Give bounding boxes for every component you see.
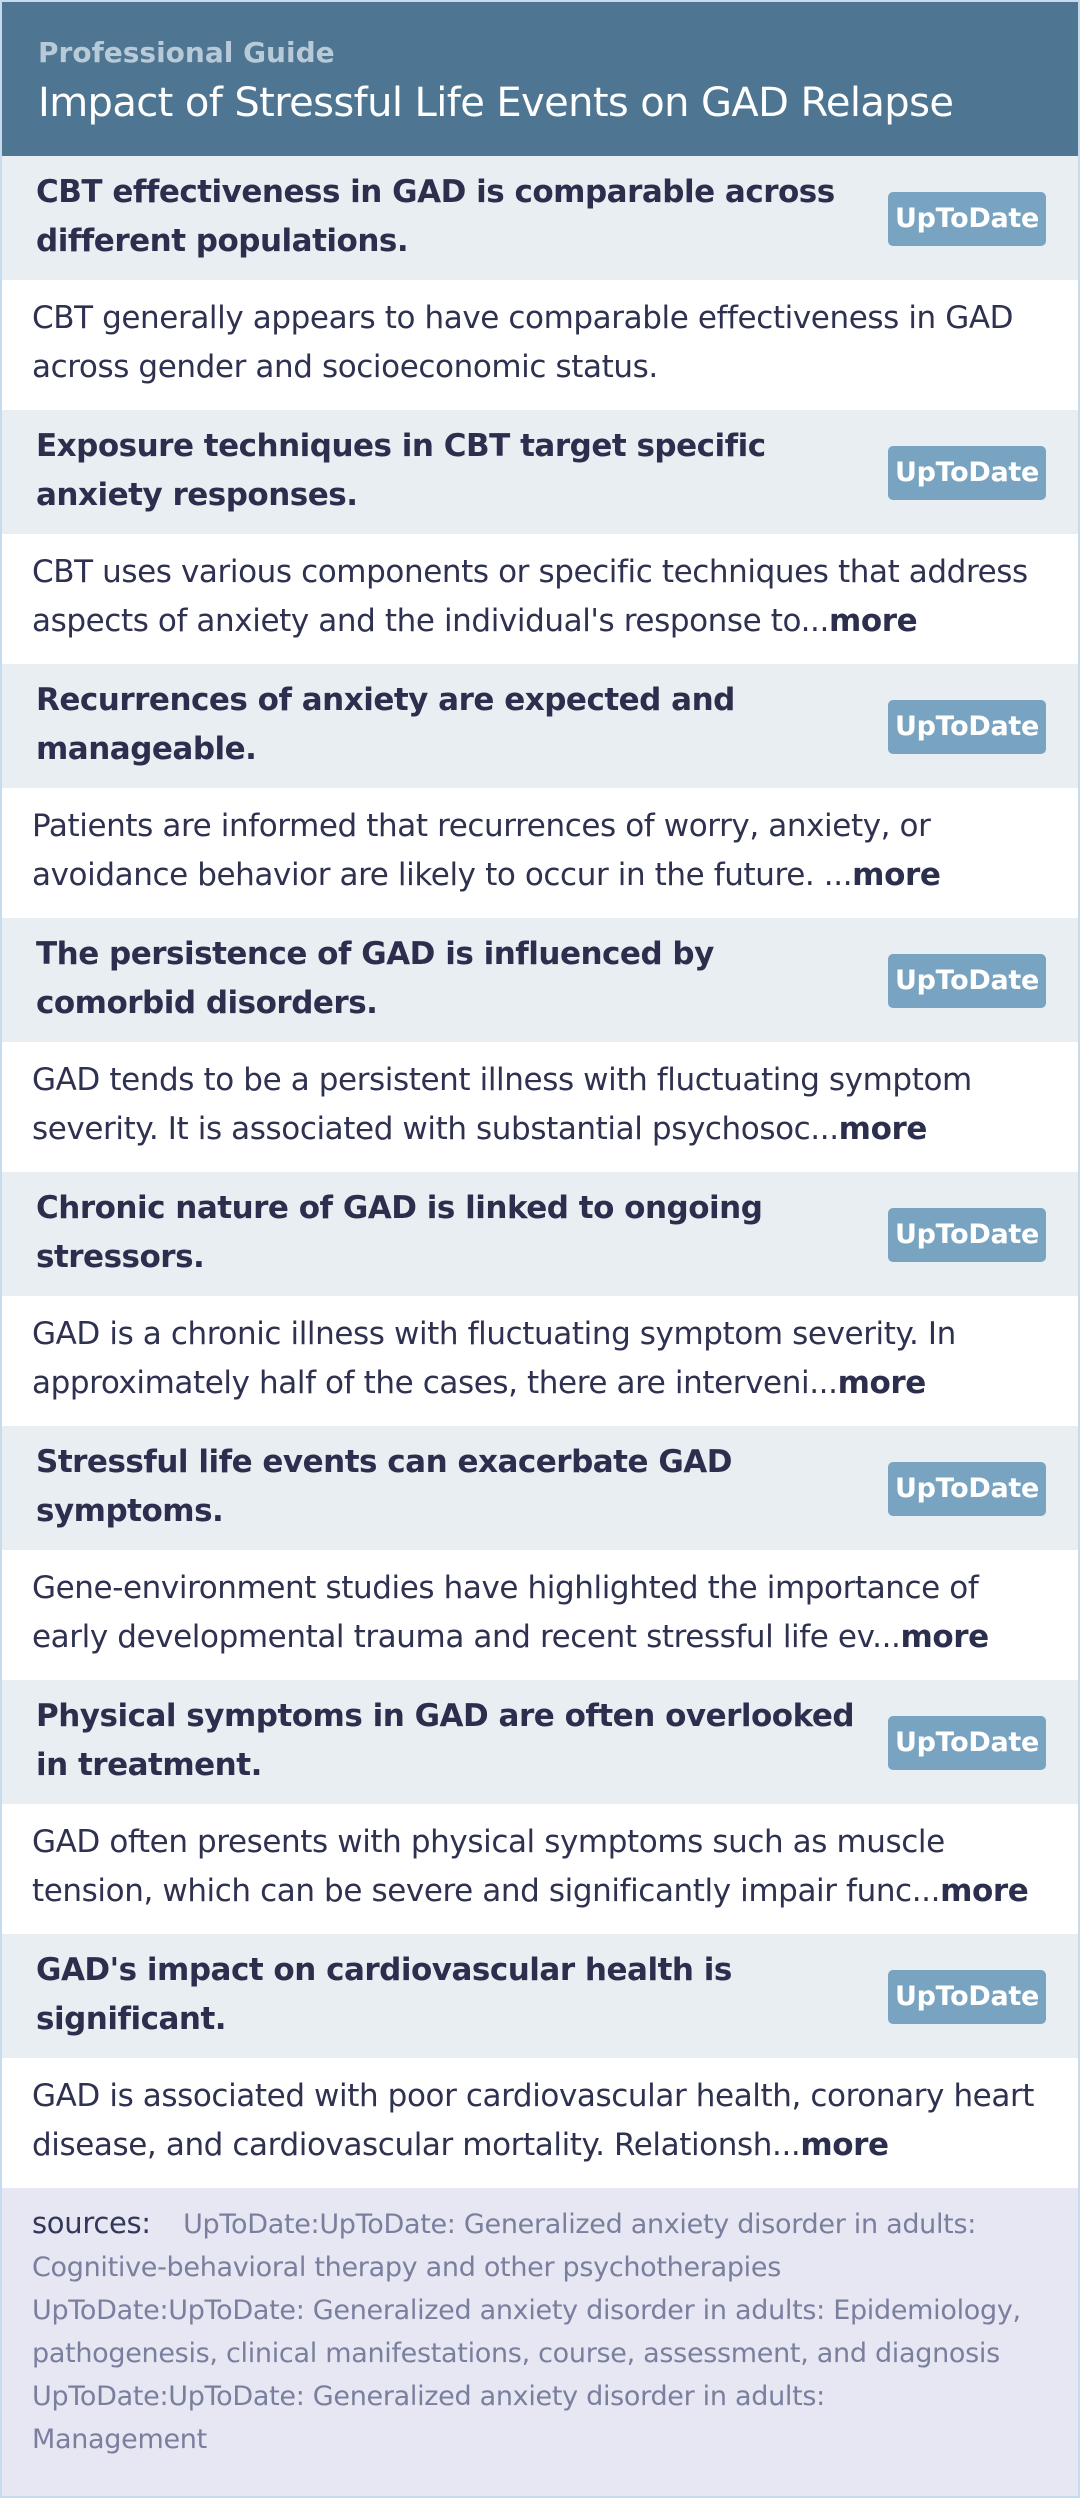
finding-summary <box>32 2072 1062 2170</box>
finding-title: GAD's impact on cardiovascular health is significant. <box>36 1952 732 2037</box>
finding-summary-text: GAD tends to be a persistent illness with fluctuating symptom severity. It is associated with substantial psychosoc... <box>32 1062 972 1147</box>
finding-summary <box>32 1310 1062 1408</box>
finding-summary <box>32 294 1062 392</box>
finding-title: Recurrences of anxiety are expected and manageable. <box>36 682 735 767</box>
finding-body <box>2 2058 1078 2188</box>
more-link[interactable]: more <box>837 1365 926 1401</box>
guide-kicker: Professional Guide <box>38 36 335 69</box>
finding-header <box>2 1934 1078 2058</box>
finding-header <box>2 1172 1078 1296</box>
more-link[interactable]: more <box>900 1619 989 1655</box>
finding-title: The persistence of GAD is influenced by comorbid disorders. <box>36 936 714 1021</box>
source-badge[interactable]: UpToDate <box>888 1462 1046 1516</box>
finding-title: Stressful life events can exacerbate GAD symptoms. <box>36 1444 732 1529</box>
sources-section <box>2 2188 1078 2496</box>
finding-title: Physical symptoms in GAD are often overlooked in treatment. <box>36 1698 855 1783</box>
source-citation[interactable]: UpToDate:UpToDate: Generalized anxiety disorder in adults: Management <box>32 2381 825 2455</box>
finding-summary <box>32 1818 1062 1916</box>
finding-header <box>2 1680 1078 1804</box>
finding-body <box>2 1296 1078 1426</box>
source-badge[interactable]: UpToDate <box>888 1716 1046 1770</box>
guide-header <box>2 2 1078 156</box>
source-badge[interactable]: UpToDate <box>888 192 1046 246</box>
source-badge[interactable]: UpToDate <box>888 1970 1046 2024</box>
finding-title: CBT effectiveness in GAD is comparable across different populations. <box>36 174 835 259</box>
finding-body <box>2 1804 1078 1934</box>
more-link[interactable]: more <box>940 1873 1029 1909</box>
findings-list <box>2 156 1078 2188</box>
finding-header <box>2 410 1078 534</box>
source-citation[interactable]: UpToDate:UpToDate: Generalized anxiety disorder in adults: Epidemiology, pathogenesis, clinical manifestations, course, assessment, and diagnosis <box>32 2295 1021 2369</box>
finding-header <box>2 156 1078 280</box>
finding-summary-text: GAD is a chronic illness with fluctuating symptom severity. In approximately half of the cases, there are interveni... <box>32 1316 956 1401</box>
finding-header <box>2 1426 1078 1550</box>
finding-summary-text: CBT generally appears to have comparable effectiveness in GAD across gender and socioeconomic status. <box>32 300 1014 385</box>
finding-summary-text: CBT uses various components or specific techniques that address aspects of anxiety and the individual's response to... <box>32 554 1028 639</box>
more-link[interactable]: more <box>828 603 918 639</box>
finding-header <box>2 664 1078 788</box>
finding-title: Chronic nature of GAD is linked to ongoing stressors. <box>36 1190 763 1275</box>
finding-summary-text: Patients are informed that recurrences of worry, anxiety, or avoidance behavior are likely to occur in the future. ... <box>32 808 931 893</box>
finding-header <box>2 918 1078 1042</box>
source-citation[interactable]: UpToDate:UpToDate: Generalized anxiety disorder in adults: Cognitive-behavioral therapy and other psychotherapies <box>32 2209 977 2283</box>
finding-body <box>2 1550 1078 1680</box>
finding-summary <box>32 548 1062 646</box>
finding-summary <box>32 1056 1062 1154</box>
finding-title: Exposure techniques in CBT target specific anxiety responses. <box>36 428 766 513</box>
finding-body <box>2 788 1078 918</box>
source-badge[interactable]: UpToDate <box>888 1208 1046 1262</box>
finding-body <box>2 280 1078 410</box>
source-badge[interactable]: UpToDate <box>888 700 1046 754</box>
finding-body <box>2 534 1078 664</box>
page-title: Impact of Stressful Life Events on GAD Relapse <box>38 80 954 126</box>
finding-body <box>2 1042 1078 1172</box>
finding-summary-text: Gene-environment studies have highlighted the importance of early developmental trauma and recent stressful life ev... <box>32 1570 979 1655</box>
sources-label: sources: <box>32 2206 151 2240</box>
more-link[interactable]: more <box>800 2127 889 2163</box>
finding-summary-text: GAD often presents with physical symptoms such as muscle tension, which can be severe and significantly impair func... <box>32 1824 945 1909</box>
source-badge[interactable]: UpToDate <box>888 446 1046 500</box>
finding-summary <box>32 802 1062 900</box>
source-badge[interactable]: UpToDate <box>888 954 1046 1008</box>
finding-summary <box>32 1564 1062 1662</box>
finding-summary-text: GAD is associated with poor cardiovascular health, coronary heart disease, and cardiovascular mortality. Relationsh... <box>32 2078 1035 2163</box>
more-link[interactable]: more <box>838 1111 927 1147</box>
more-link[interactable]: more <box>852 857 941 893</box>
